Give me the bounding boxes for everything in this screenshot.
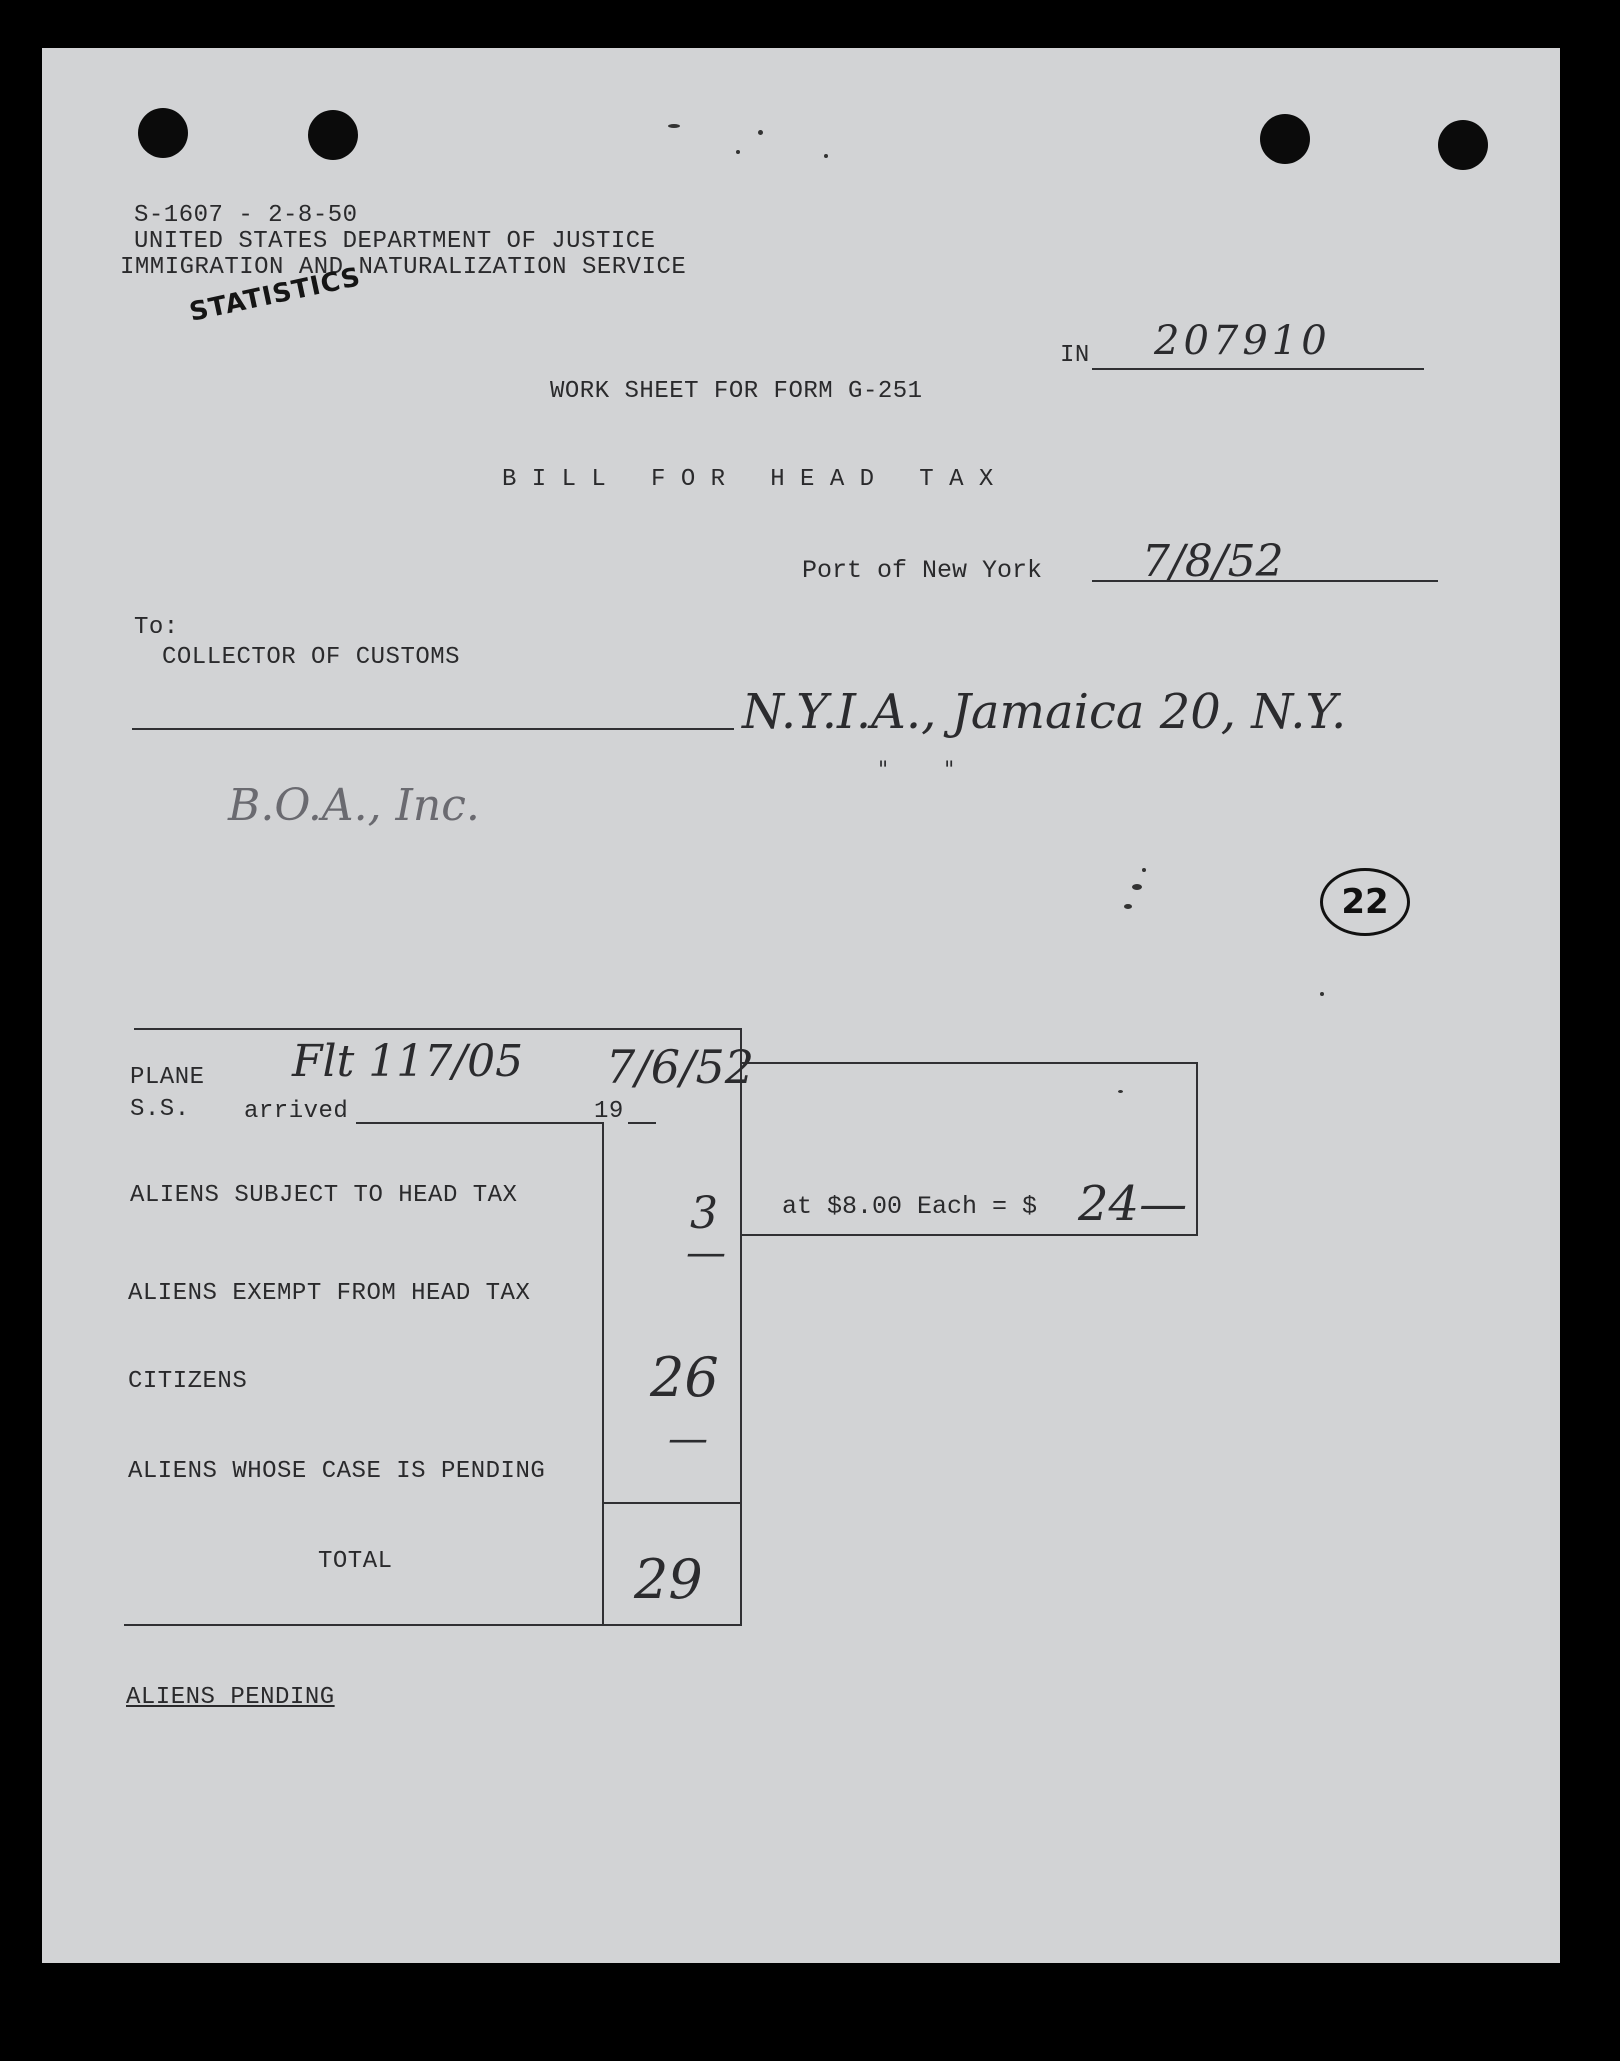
row-label-exempt: ALIENS EXEMPT FROM HEAD TAX [128,1280,531,1307]
row-value-citizens: 26 [650,1346,719,1409]
row-value-pending: — [668,1416,708,1462]
year-prefix: 19 [594,1098,624,1125]
plane-label: PLANE [130,1064,205,1091]
collector-location: N.Y.I.A., Jamaica 20, N.Y. [742,684,1347,740]
in-number-label: IN [1060,342,1090,369]
table-right-border [740,1028,742,1626]
port-label: Port of New York [802,556,1043,585]
rate-amount: 24— [1078,1176,1188,1232]
punch-hole [308,110,358,160]
punch-hole [1438,120,1488,170]
table-top-line [134,1028,742,1030]
flight-number: Flt 117/05 [292,1036,524,1087]
bill-title: B I L L F O R H E A D T A X [502,466,994,493]
ditto-marks: " " [878,758,955,783]
ss-label: S.S. [130,1096,190,1123]
row-label-pending: ALIENS WHOSE CASE IS PENDING [128,1458,546,1485]
page-number: 22 [1341,882,1389,922]
arrived-label: arrived [244,1098,349,1125]
speck [736,150,740,154]
worksheet-title: WORK SHEET FOR FORM G-251 [550,378,923,405]
arrival-date: 7/6/52 [606,1040,755,1094]
collector-label: COLLECTOR OF CUSTOMS [162,644,461,671]
value-column-divider [602,1122,604,1626]
speck [1124,904,1132,909]
total-label: TOTAL [318,1548,393,1575]
statistics-stamp: STATISTICS [186,262,364,328]
row-label-subject: ALIENS SUBJECT TO HEAD TAX [130,1182,518,1209]
page-number-circle [1320,868,1410,936]
to-label: To: [134,614,179,641]
speck [758,130,763,135]
speck [1132,884,1142,890]
table-bottom-line [124,1624,742,1626]
rate-box-bottom [740,1234,1198,1236]
speck [1118,1090,1123,1093]
speck [1320,992,1324,996]
speck [824,154,828,158]
service-name: IMMIGRATION AND NATURALIZATION SERVICE [120,254,687,281]
in-number-value: 207910 [1154,318,1331,364]
rate-box-top [740,1062,1198,1064]
total-divider [602,1502,742,1504]
document-sheet [42,48,1560,1963]
total-value: 29 [634,1548,703,1611]
address-underline [132,728,734,730]
port-date: 7/8/52 [1142,536,1284,587]
arrived-underline [356,1122,602,1124]
aliens-pending-label: ALIENS PENDING [126,1684,335,1711]
year-underline [628,1122,656,1124]
speck [668,124,680,128]
row-value-exempt: — [686,1230,726,1276]
punch-hole [138,108,188,158]
department-name: UNITED STATES DEPARTMENT OF JUSTICE [134,228,656,255]
carrier-name: B.O.A., Inc. [228,780,480,831]
punch-hole [1260,114,1310,164]
in-number-underline [1092,368,1424,370]
rate-box-right [1196,1062,1198,1236]
row-value-subject: 3 [690,1188,718,1239]
row-label-citizens: CITIZENS [128,1368,248,1395]
speck [1142,868,1146,872]
rate-text: at $8.00 Each = $ [782,1192,1038,1221]
form-code: S-1607 - 2-8-50 [134,202,358,229]
